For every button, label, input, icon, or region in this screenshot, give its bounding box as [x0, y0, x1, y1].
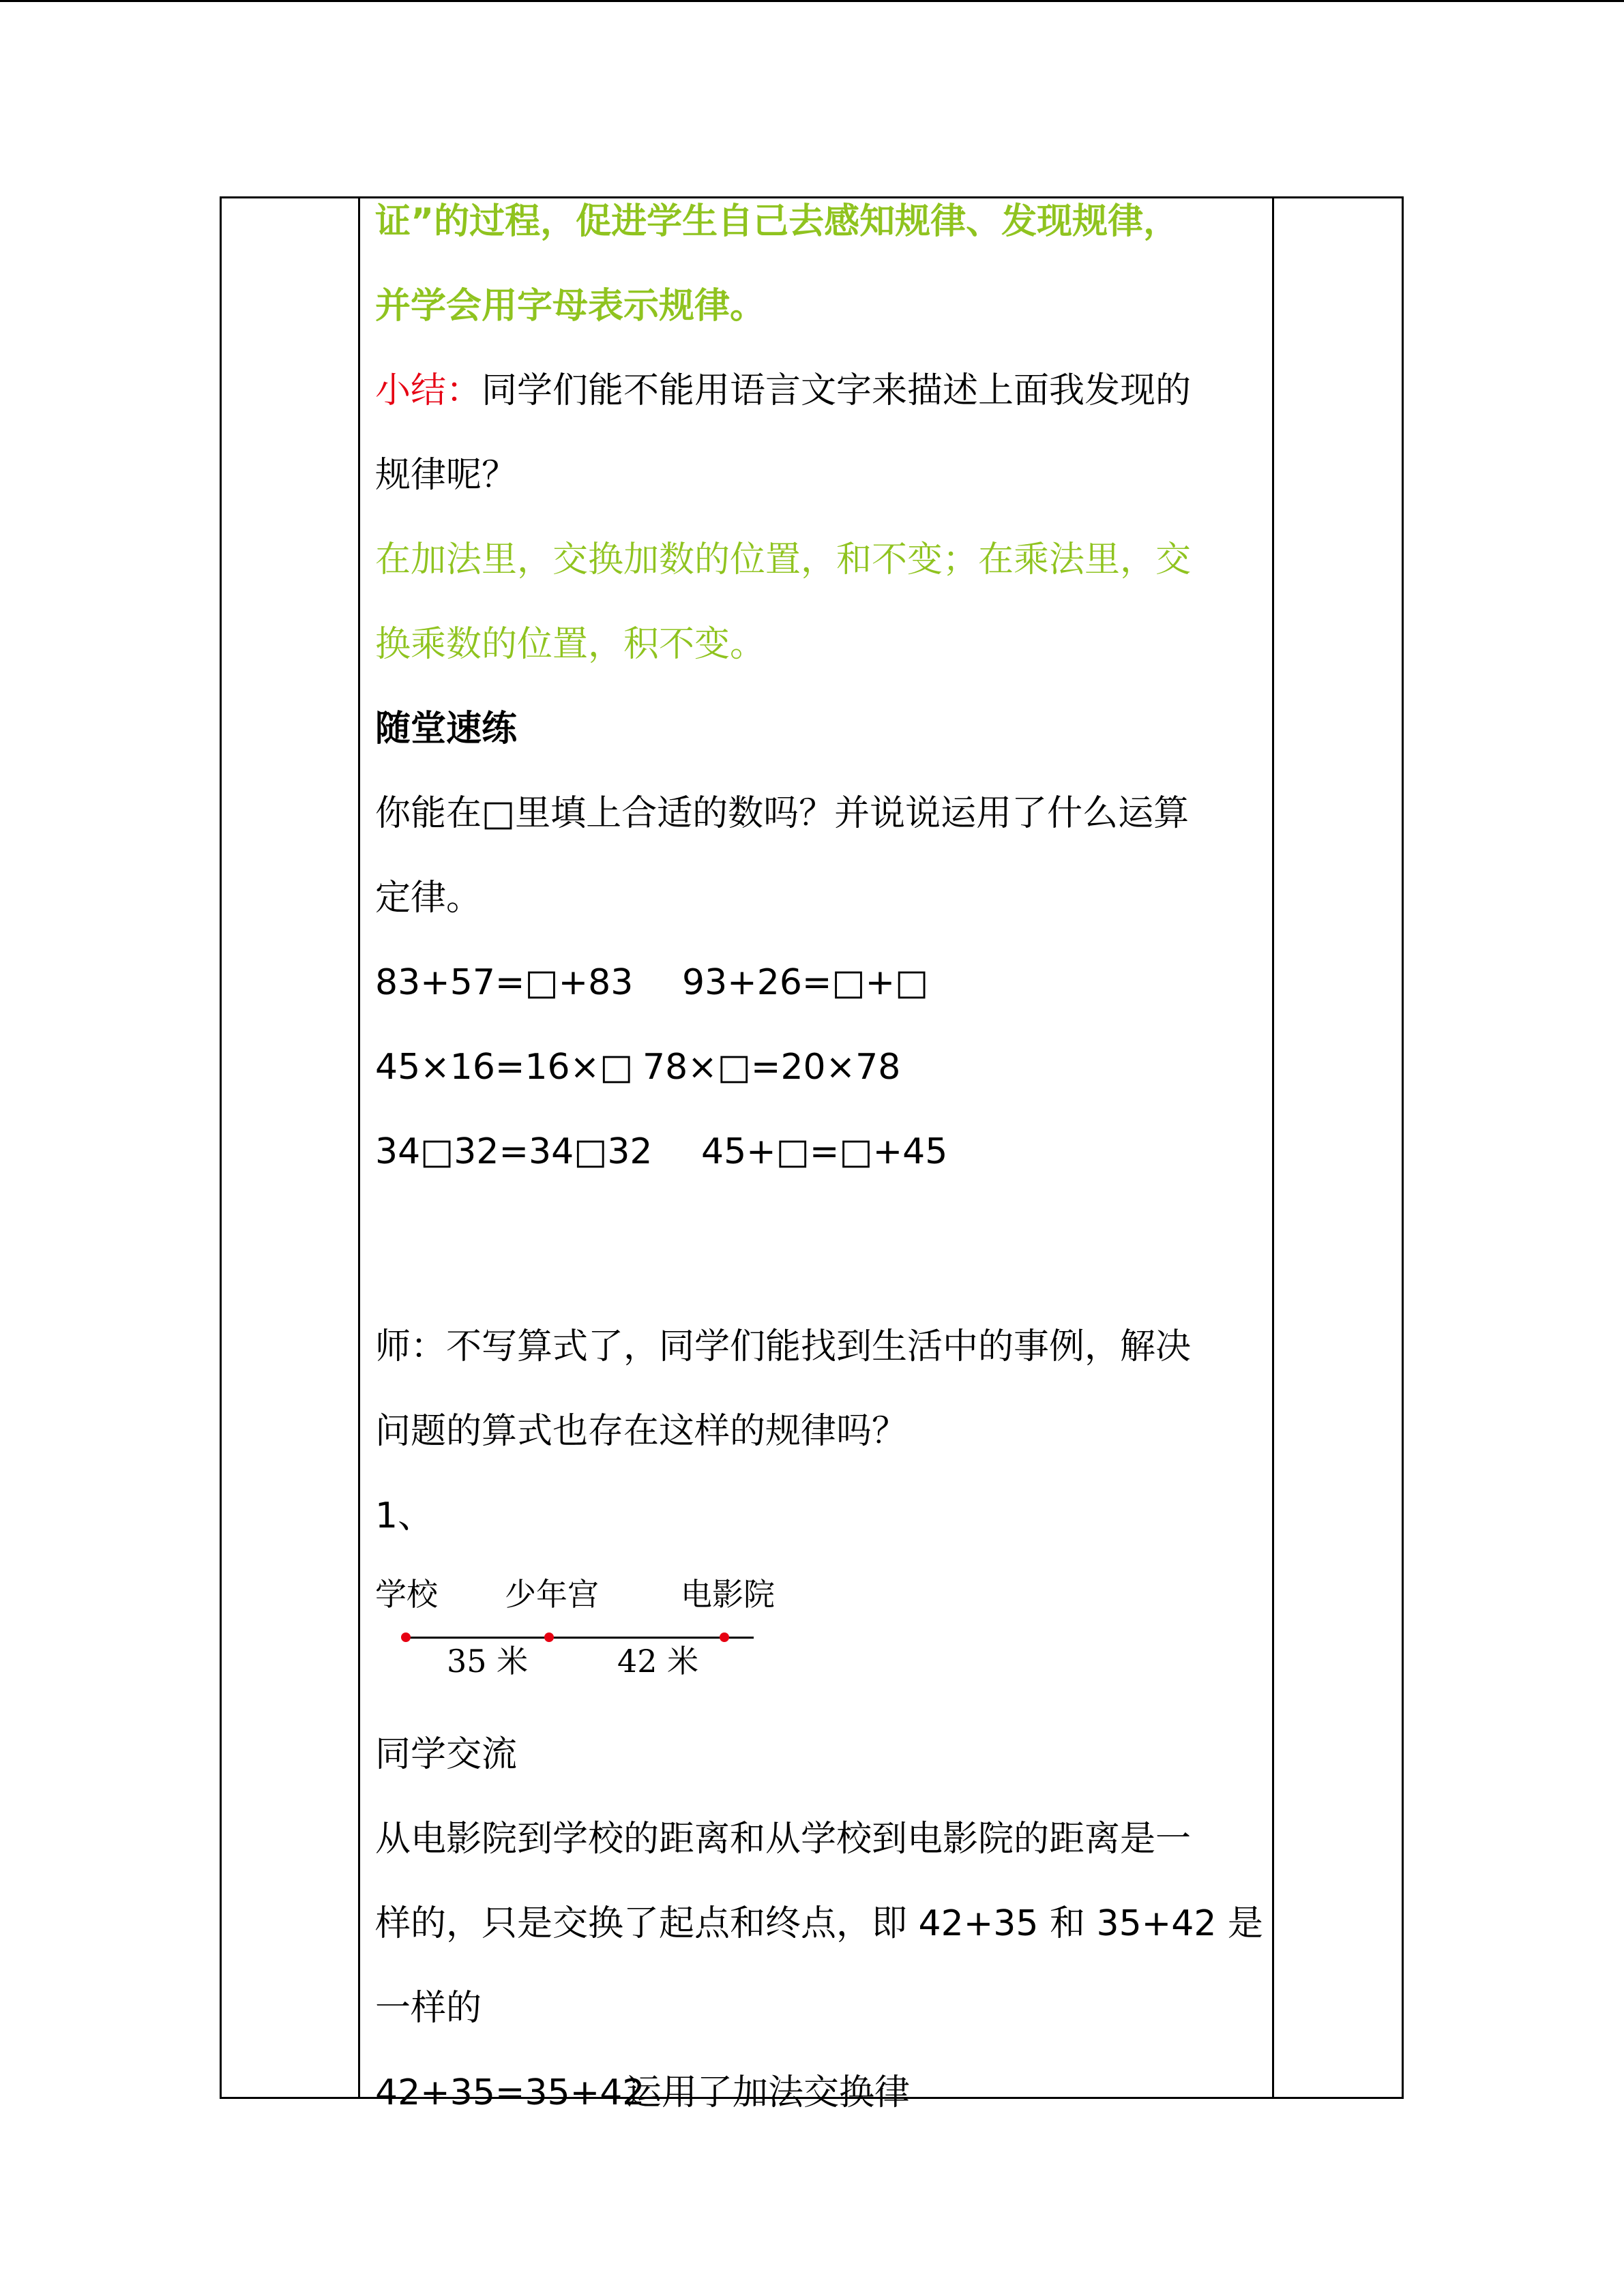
rule-text-line: 在加法里，交换加数的位置，和不变；在乘法里，交 [375, 539, 1192, 580]
distance-label-2: 42 米 [617, 1643, 699, 1680]
conclusion-row [375, 2069, 910, 2117]
column-divider-left [358, 198, 360, 2097]
equation-row [375, 1128, 947, 1176]
text-line: 同学交流 [375, 1734, 518, 1775]
equation: 83+57=□+83 [375, 962, 634, 1003]
column-divider-right [1272, 198, 1274, 2097]
text-line: 证”的过程，促进学生自己去感知规律、发现规律， [375, 201, 1179, 242]
point-youth-palace [544, 1632, 554, 1642]
label-youth-palace: 少年宫 [505, 1576, 599, 1613]
equation: 34□32=34□32 [375, 1131, 653, 1172]
item-number: 1、 [375, 1495, 434, 1536]
equation: 45×16=16×□ [375, 1047, 634, 1088]
rule-text-line: 换乘数的位置，积不变。 [375, 624, 766, 665]
label-cinema: 电影院 [681, 1576, 775, 1613]
practice-title: 随堂速练 [375, 709, 518, 749]
text-line: 你能在□里填上合适的数吗？并说说运用了什么运算 [375, 793, 1190, 834]
text-line: 问题的算式也存在这样的规律吗？ [375, 1411, 908, 1452]
text-line: 定律。 [375, 878, 482, 919]
distance-label-1: 35 米 [447, 1643, 529, 1680]
point-cinema [720, 1632, 729, 1642]
text-line: 并学会用字母表示规律。 [375, 286, 766, 327]
point-school [401, 1632, 411, 1642]
equation: 78×□=20×78 [643, 1047, 901, 1088]
text-line: 师：不写算式了，同学们能找到生活中的事例，解决 [375, 1326, 1192, 1367]
equation: 93+26=□+□ [682, 962, 929, 1003]
text-line: 规律呢？ [375, 455, 518, 496]
summary-text: 同学们能不能用语言文字来描述上面我发现的 [482, 370, 1192, 411]
equation: 45+□=□+45 [701, 1131, 948, 1172]
text-line: 从电影院到学校的距离和从学校到电影院的距离是一 [375, 1819, 1192, 1860]
route-line [406, 1637, 754, 1639]
distance-diagram [375, 1575, 784, 1712]
equation-row [375, 959, 928, 1007]
summary-label: 小结： [375, 370, 482, 411]
text-line: 样的，只是交换了起点和终点，即 42+35 和 35+42 是 [375, 1903, 1263, 1944]
equation-row [375, 1043, 900, 1091]
equation: 42+35=35+42 [375, 2072, 645, 2113]
page-top-border [0, 0, 1624, 2]
summary-line [375, 367, 1191, 415]
conclusion-text: 运用了加法交换律 [626, 2072, 911, 2113]
text-line: 一样的 [375, 1988, 482, 2029]
label-school: 学校 [375, 1576, 438, 1613]
